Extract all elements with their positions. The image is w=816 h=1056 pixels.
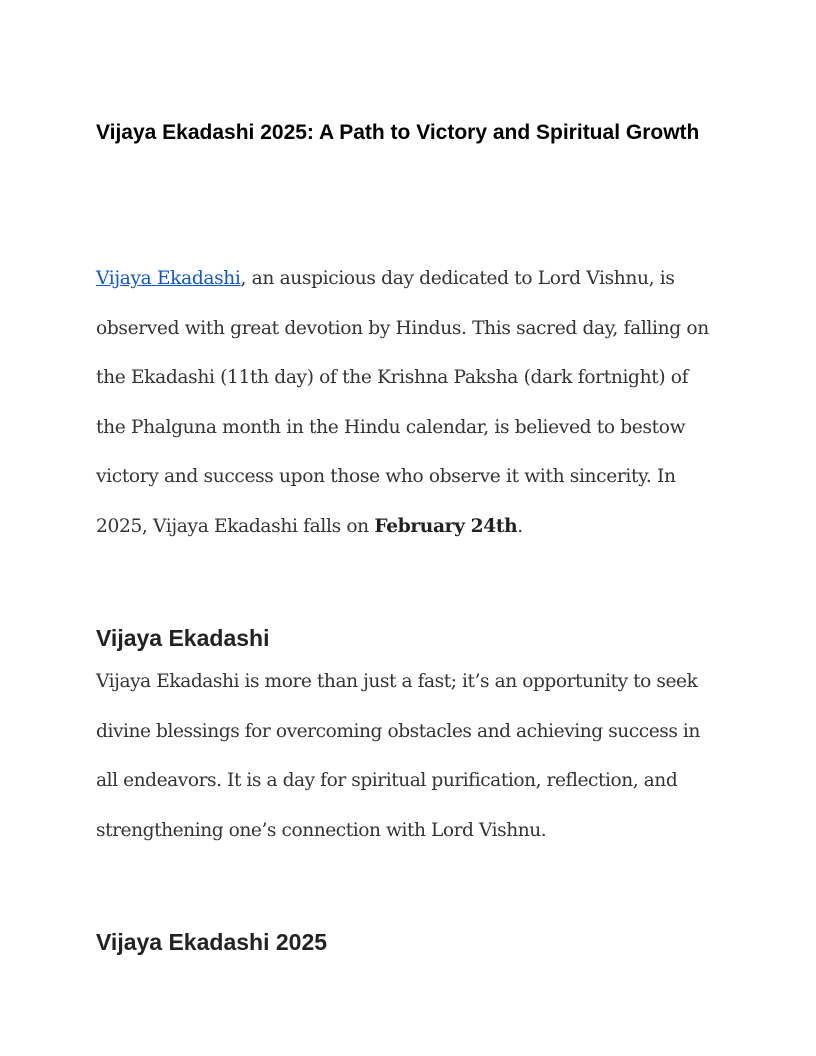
page-title: Vijaya Ekadashi 2025: A Path to Victory and Spiritual Growth: [96, 121, 700, 144]
date-highlight: February 24th: [374, 515, 518, 537]
intro-paragraph: [96, 254, 720, 552]
vijaya-ekadashi-link[interactable]: Vijaya Ekadashi: [96, 268, 241, 289]
intro-text: , an auspicious day dedicated to Lord Vishnu, is observed with great devotion by Hindus. This sacred day, falling on the Ekadashi (11th day) of the Krishna Paksha (dark fortnight) of the Phalguna month in the Hindu calendar, is believed to bestow victory and success upon those who observe it with sincerity. In 2025, Vijaya Ekadashi falls on: [96, 268, 709, 537]
section-paragraph: Vijaya Ekadashi is more than just a fast; it’s an opportunity to seek divine blessings for overcoming obstacles and achieving success in all endeavors. It is a day for spiritual purification, reflection, and strengthening one’s connection with Lord Vishnu.: [96, 671, 700, 841]
section-heading-vijaya-ekadashi-2025: Vijaya Ekadashi 2025: [96, 929, 328, 955]
intro-text-end: .: [517, 515, 523, 537]
section-heading-vijaya-ekadashi: Vijaya Ekadashi: [96, 625, 270, 651]
